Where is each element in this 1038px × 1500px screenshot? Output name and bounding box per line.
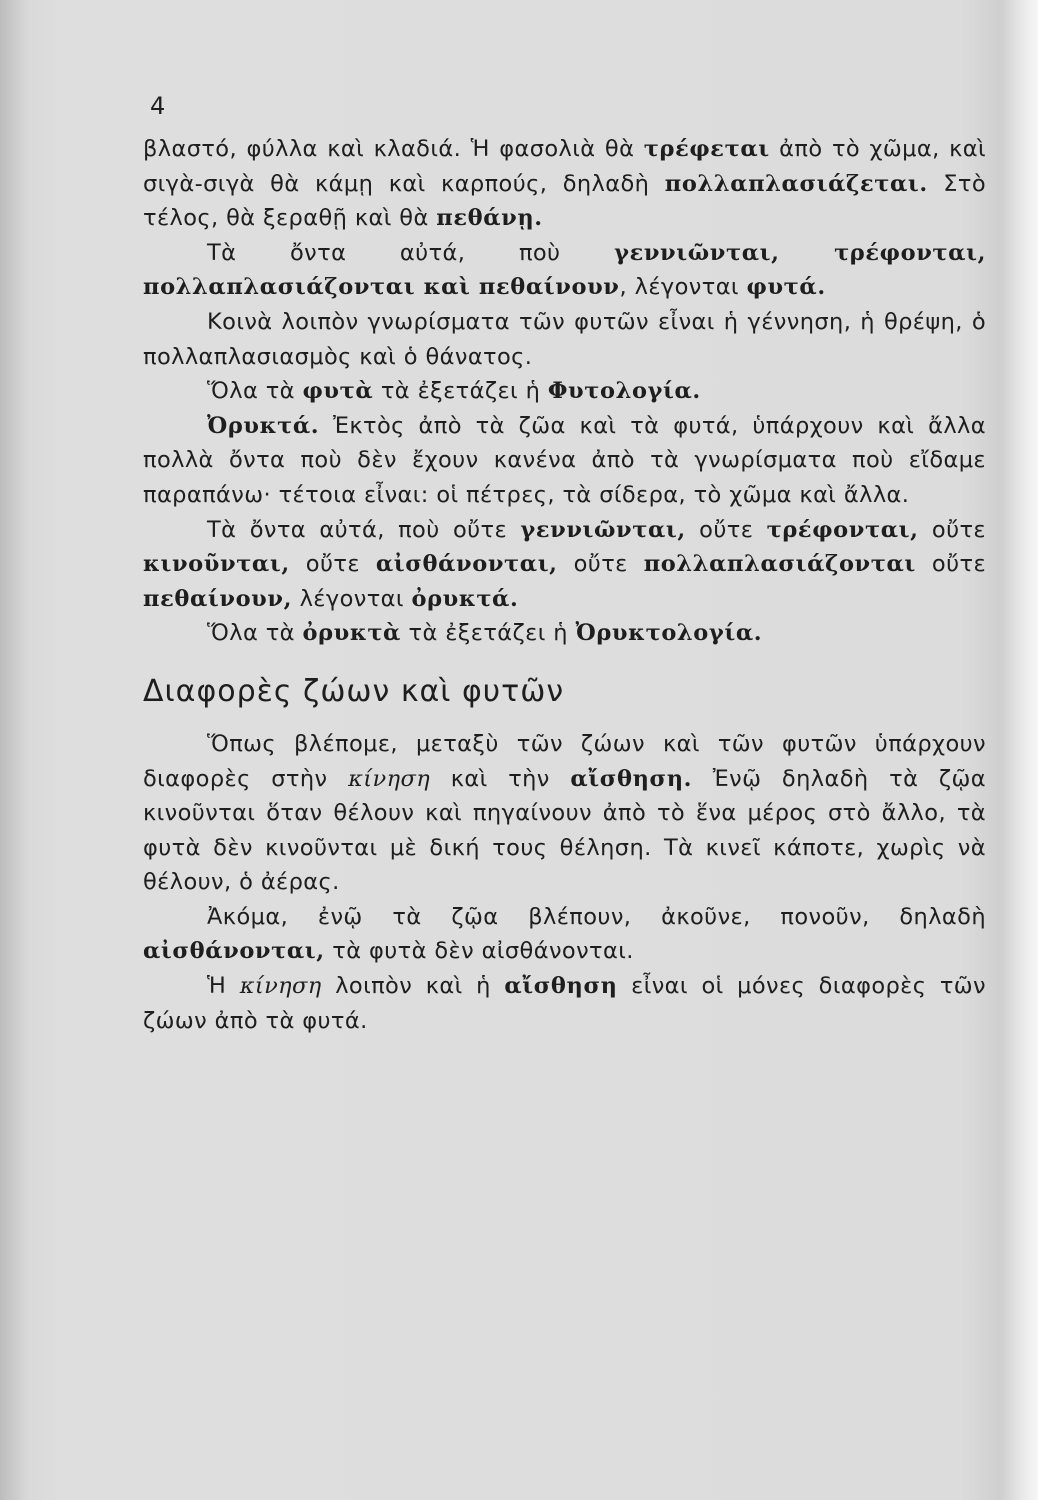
text-run: Ἐκτὸς ἀπὸ τὰ ζῶα καὶ τὰ φυτά, ὑπάρχουν καὶ ἄλλα πολλὰ ὄντα ποὺ δὲν ἔχουν κανένα ἀπὸ τὰ γνωρίσματα ποὺ εἴδαμε παραπάνω· τέτοια εἶναι: οἱ πέτρες, τὰ σίδερα, τὸ χῶμα καὶ ἄλλα. <box>143 412 986 508</box>
bold-term: φυτὰ <box>302 378 374 405</box>
bold-term: γεννιῶνται, τρέφονται, πολλαπλασιάζονται καὶ πεθαίνουν <box>143 239 986 301</box>
bold-term: ὀρυκτά. <box>411 585 519 612</box>
text-run: Ἐνῷ δηλαδὴ τὰ ζῷα κινοῦνται ὅταν θέλουν καὶ πηγαίνουν ἀπὸ τὸ ἕνα μέρος στὸ ἄλλο, τὰ φυτὰ δὲν κινοῦνται μὲ δική τους θέληση. Τὰ κινεῖ κάποτε, χωρὶς νὰ θέλουν, ὁ ἀέρας. <box>143 765 987 896</box>
text-run: Ἡ <box>207 973 240 1000</box>
text-run: βλαστό, φύλλα καὶ κλαδιά. Ἡ φασολιὰ θὰ <box>143 136 644 162</box>
bold-term: πεθαίνουν, <box>143 585 293 612</box>
bold-term: τρέφεται <box>643 136 770 162</box>
text-run: τὰ ἐξετάζει ἡ <box>373 378 548 405</box>
text-run: λέγονται <box>292 585 412 612</box>
bold-term: αἴσθηση <box>504 973 618 1000</box>
page-text <box>143 132 986 1038</box>
text-run: Τὰ ὄντα αὐτά, ποὺ <box>207 239 615 266</box>
italic-term: κίνηση <box>348 765 431 792</box>
text-run: Ὅλα τὰ <box>207 620 303 647</box>
bold-term: πεθάνῃ. <box>436 205 543 232</box>
text-run: καὶ τὴν <box>430 765 571 792</box>
bold-term: Φυτολογία. <box>547 378 701 405</box>
bold-term: Ὀρυκτολογία. <box>575 620 763 647</box>
paragraph-minerals <box>143 409 986 513</box>
paragraph-senses <box>143 900 986 969</box>
paragraph-differences <box>143 727 986 900</box>
bold-term: αἴσθηση. <box>570 765 693 792</box>
text-run: τὰ ἐξετάζει ἡ <box>400 620 576 647</box>
bold-term: τρέφονται, <box>766 516 919 543</box>
bold-term: Ὀρυκτά. <box>207 412 320 439</box>
text-run: , λέγονται <box>619 274 747 301</box>
paragraph-plant-traits: Κοινὰ λοιπὸν γνωρίσματα τῶν φυτῶν εἶναι ἡ γέννηση, ἡ θρέψη, ὁ πολλαπλασιασμὸς καὶ ὁ θάνατος. <box>143 308 986 370</box>
text-run: οὔτε <box>557 551 644 578</box>
bold-term: κινοῦνται, <box>143 551 290 578</box>
italic-term: κίνηση <box>239 973 322 1000</box>
text-run: Ὅπως βλέπομε, μεταξὺ τῶν ζώων καὶ τῶν φυτῶν ὑπάρχουν διαφορὲς στὴν <box>143 730 986 792</box>
bold-term: φυτά. <box>746 274 826 301</box>
paragraph-minerals-definition <box>143 513 986 617</box>
text-run: οὔτε <box>289 551 376 578</box>
text-run: Τὰ ὄντα αὐτά, ποὺ οὔτε <box>207 516 521 543</box>
text-run: εἶναι οἱ μόνες διαφορὲς τῶν ζώων ἀπὸ τὰ φυτά. <box>143 973 987 1034</box>
text-run: οὔτε <box>685 516 767 543</box>
paragraph-plants-growth <box>143 132 986 236</box>
paragraph-mineralogy <box>143 616 986 651</box>
bold-term: ὀρυκτὰ <box>302 620 401 647</box>
page-edge <box>1004 0 1038 1500</box>
bold-term: πολλαπλασιάζεται. <box>664 170 928 197</box>
bold-term: πολλαπλασιάζονται <box>643 551 916 578</box>
text-run: Ὅλα τὰ <box>207 378 303 405</box>
bold-term: αἰσθάνονται, <box>375 551 558 578</box>
text-run: οὔτε <box>915 551 987 578</box>
text-run: Στὸ τέλος, θὰ ξεραθῇ καὶ θὰ <box>143 170 986 232</box>
paragraph-botany <box>143 374 986 409</box>
bold-term: αἰσθάνονται, <box>143 938 325 965</box>
bold-term: γεννιῶνται, <box>520 516 686 543</box>
paragraph-plants-definition <box>143 236 986 305</box>
text-run: τὰ φυτὰ δὲν αἰσθάνονται. <box>324 938 634 965</box>
section-heading: Διαφορὲς ζώων καὶ φυτῶν <box>143 673 565 709</box>
text-run: λοιπὸν καὶ ἡ <box>321 973 505 1000</box>
page-number: 4 <box>150 92 166 120</box>
text-run: οὔτε <box>918 516 986 543</box>
text-run: ἀπὸ τὸ χῶμα, καὶ σιγὰ-σιγὰ θὰ κάμῃ καὶ καρπούς, δηλαδὴ <box>143 136 986 197</box>
paragraph-conclusion <box>143 969 986 1038</box>
text-run: Ἀκόμα, ἐνῷ τὰ ζῷα βλέπουν, ἀκοῦνε, πονοῦν, δηλαδὴ <box>207 903 986 930</box>
